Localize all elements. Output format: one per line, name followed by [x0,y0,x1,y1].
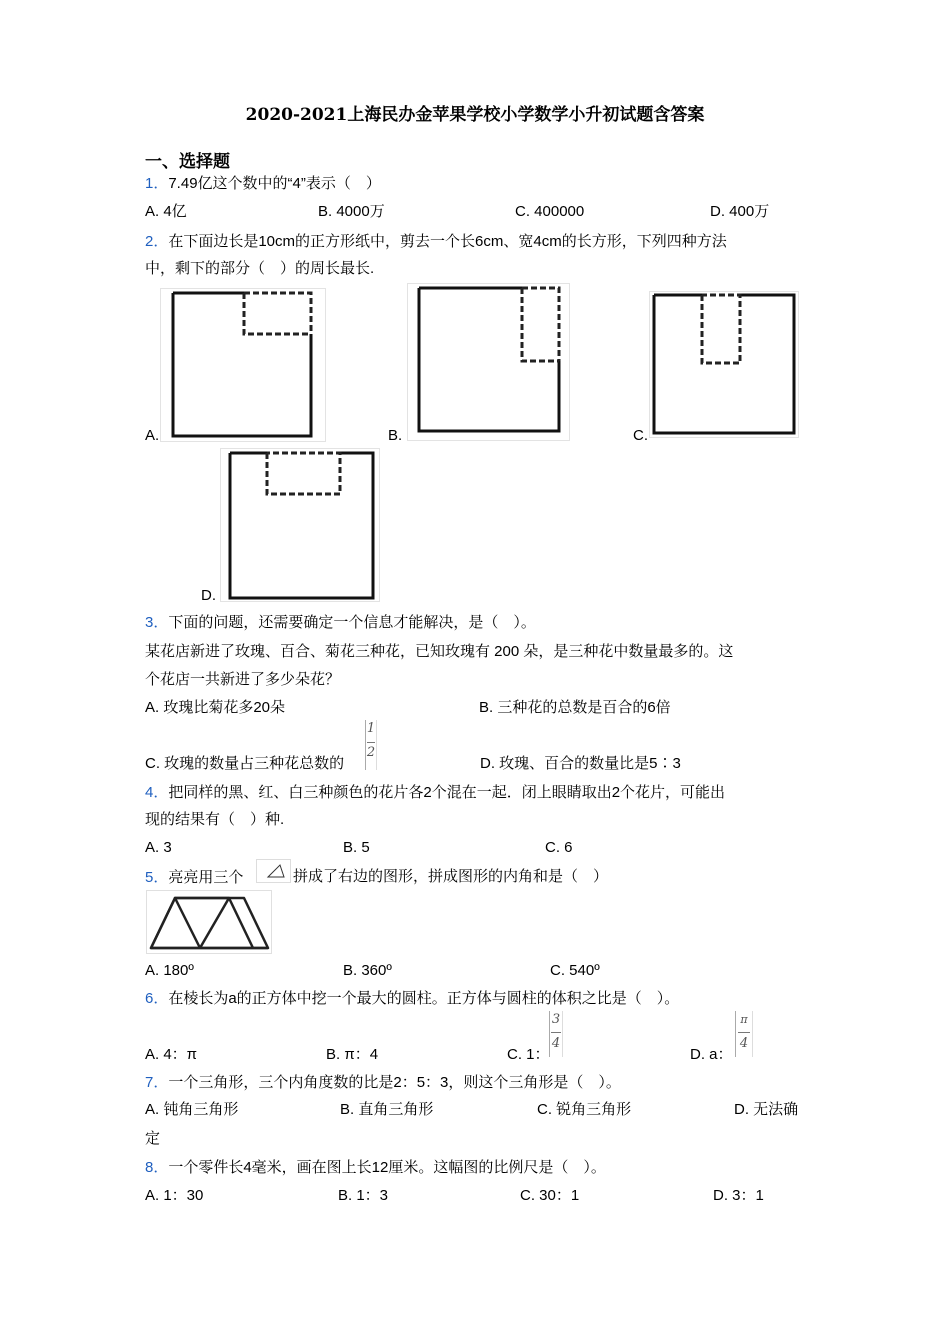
option-b: B. 1：3 [338,1187,389,1204]
option-c: C. 6 [545,839,573,856]
question-1 [145,173,381,194]
question-number: 3． [145,614,169,631]
fraction-numerator: 3 [551,1012,561,1027]
question-text: 在棱长为a的正方体中挖一个最大的圆柱。正方体与圆柱的体积之比是（ ）。 [168,990,680,1007]
option-b: B. 360º [343,962,392,979]
question-4 [145,782,725,803]
figure-b [407,283,570,441]
trapezoid-figure [146,890,272,954]
question-5 [145,867,243,888]
question-text-line2: 某花店新进了玫瑰、百合、菊花三种花，已知玫瑰有 200 朵，是三种花中数量最多的。这 [145,643,734,660]
option-b: B. 三种花的总数是百合的6倍 [479,699,671,716]
option-a: A. 180º [145,962,194,979]
option-b: B. 5 [343,839,370,856]
option-a: A. 玫瑰比菊花多20朵 [145,699,286,716]
question-number: 4． [145,784,169,801]
question-2 [145,231,727,252]
option-d-continued: 定 [145,1130,161,1147]
option-a: A. 钝角三角形 [145,1101,239,1118]
option-a: A. [145,427,160,444]
fraction-bar [367,742,375,743]
option-c: C. 1： [507,1046,550,1063]
question-text-line2: 现的结果有（ ）种. [145,811,285,828]
option-d: D. 3：1 [713,1187,764,1204]
question-number: 1． [145,175,169,192]
question-text: 一个三角形，三个内角度数的比是2：5：3，则这个三角形是（ ）。 [168,1074,621,1091]
fraction-numerator: 1 [366,721,376,736]
option-c: C. 锐角三角形 [537,1101,632,1118]
option-a: A. 1：30 [145,1187,204,1204]
question-text-part1: 亮亮用三个 [168,869,244,886]
question-number: 8． [145,1159,169,1176]
fraction-denominator: 4 [551,1036,561,1051]
option-c: C. 玫瑰的数量占三种花总数的 [145,755,345,772]
question-text-line1: 把同样的黑、红、白三种颜色的花片各2个混在一起．闭上眼睛取出2个花片，可能出 [168,784,726,801]
option-c: C. [633,427,648,444]
fraction-image-c [549,1011,563,1057]
figure-a [160,288,326,442]
fraction-bar [551,1032,561,1033]
figure-c [649,291,799,438]
page-title: 2020-2021上海民办金苹果学校小学数学小升初试题含答案 [245,105,705,125]
question-text-line2: 中，剩下的部分（ ）的周长最长. [145,260,375,277]
question-text: 下面的问题，还需要确定一个信息才能解决，是（ ）。 [168,614,536,631]
question-8 [145,1157,606,1178]
fraction-denominator: 4 [739,1036,749,1051]
option-c: C. 400000 [515,203,585,220]
figure-d [220,448,380,602]
section-heading: 一、选择题 [145,152,230,172]
option-d: D. 400万 [710,203,770,220]
question-number: 6． [145,990,169,1007]
fraction-image-d [735,1011,753,1057]
option-b: B. [388,427,403,444]
option-d: D. a： [690,1046,733,1063]
question-6 [145,988,679,1009]
option-d: D. 无法确 [734,1101,799,1118]
question-number: 7． [145,1074,169,1091]
option-d: D. 玫瑰、百合的数量比是5∶3 [480,755,681,772]
question-number: 5． [145,869,169,886]
fraction-denominator: 2 [366,745,376,760]
option-b: B. 直角三角形 [340,1101,434,1118]
question-7 [145,1072,621,1093]
question-number: 2． [145,233,169,250]
fraction-bar [738,1032,750,1033]
option-b: B. π：4 [326,1046,379,1063]
question-text-line3: 个花店一共新进了多少朵花？ [145,671,341,688]
option-a: A. 4：π [145,1046,198,1063]
question-text-part2: 拼成了右边的图形，拼成图形的内角和是（ ） [293,868,609,885]
triangle-icon [256,859,291,883]
option-a: A. 3 [145,839,172,856]
option-d: D. [201,587,216,604]
question-3 [145,612,536,633]
question-text: 7.49亿这个数中的“4”表示（ ） [168,175,381,192]
option-b: B. 4000万 [318,203,385,220]
fraction-numerator: π [740,1013,748,1026]
option-c: C. 540º [550,962,600,979]
question-text: 一个零件长4毫米，画在图上长12厘米。这幅图的比例尺是（ ）。 [168,1159,606,1176]
question-text-line1: 在下面边长是10cm的正方形纸中，剪去一个长6cm、宽4cm的长方形，下列四种方法 [168,233,727,250]
fraction-image [365,720,377,770]
option-a: A. 4亿 [145,203,187,220]
option-c: C. 30：1 [520,1187,580,1204]
